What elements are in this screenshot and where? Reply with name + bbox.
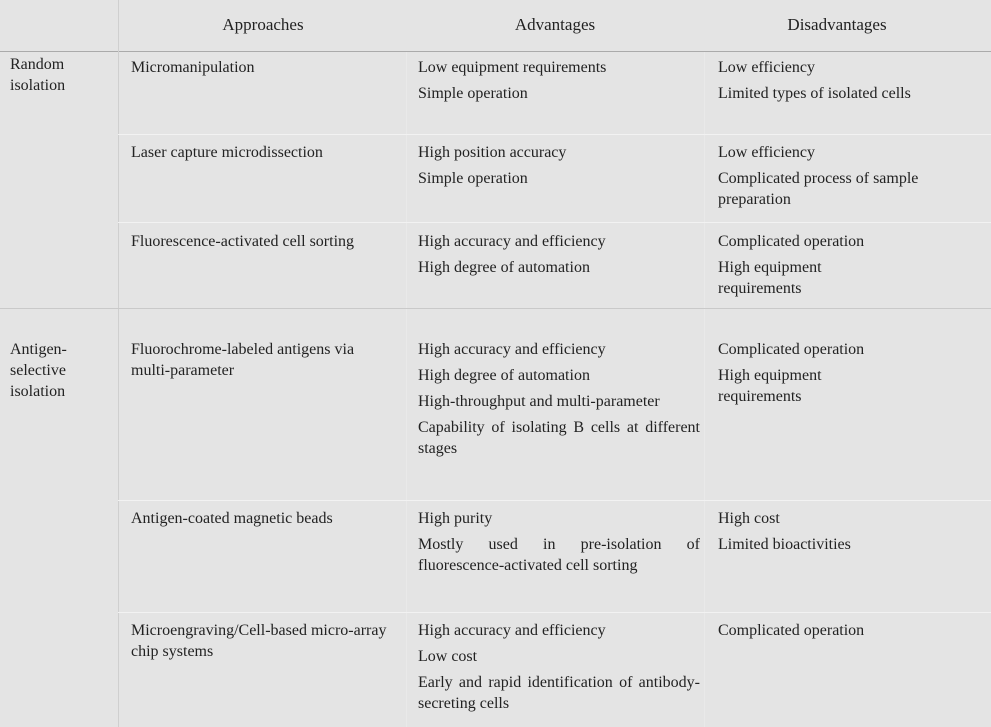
advantage-item: Simple operation xyxy=(418,85,528,102)
advantage-item: High position accuracy xyxy=(418,144,567,161)
disadvantage-item: Limited bioactivities xyxy=(718,536,851,553)
approach-cell: Fluorochrome-labeled antigens via multi-parameter xyxy=(131,341,355,379)
approach-cell: Laser capture microdissection xyxy=(131,144,323,161)
disadvantages-cell xyxy=(718,339,898,412)
approach-cell: Micromanipulation xyxy=(131,59,255,76)
disadvantage-item: Complicated process of sample preparation xyxy=(718,170,919,208)
row-divider xyxy=(118,134,991,135)
advantage-item: Capability of isolating B cells at different stages xyxy=(418,419,700,457)
advantage-item: High degree of automation xyxy=(418,367,590,384)
advantage-item: Mostly used in pre-isolation of fluorescence-activated cell sorting xyxy=(418,536,700,574)
advantage-item: Low cost xyxy=(418,648,478,665)
column-divider xyxy=(704,52,705,727)
group-label-antigen: Antigen-selective isolation xyxy=(10,341,67,400)
disadvantage-item: High cost xyxy=(718,510,780,527)
disadvantages-cell xyxy=(718,57,976,109)
disadvantage-item: High equipment requirements xyxy=(718,367,822,405)
row-divider xyxy=(118,500,991,501)
disadvantage-item: Complicated operation xyxy=(718,622,865,639)
advantages-cell xyxy=(418,508,700,581)
disadvantage-item: Low efficiency xyxy=(718,144,815,161)
advantage-item: High accuracy and efficiency xyxy=(418,233,606,250)
advantages-cell xyxy=(418,620,700,719)
disadvantages-cell xyxy=(718,142,923,215)
disadvantage-item: Complicated operation xyxy=(718,341,865,358)
column-divider xyxy=(406,52,407,727)
advantage-item: High accuracy and efficiency xyxy=(418,622,606,639)
approach-cell: Fluorescence-activated cell sorting xyxy=(131,233,355,250)
advantages-cell xyxy=(418,142,703,194)
row-divider xyxy=(118,222,991,223)
column-divider xyxy=(118,0,119,727)
advantage-item: Early and rapid identification of antibody-secreting cells xyxy=(418,674,700,712)
disadvantages-cell xyxy=(718,508,976,560)
advantage-item: High degree of automation xyxy=(418,259,590,276)
approach-cell: Microengraving/Cell-based micro-array chip systems xyxy=(131,622,387,660)
advantages-cell xyxy=(418,231,703,283)
group-label-random: Random isolation xyxy=(10,56,66,94)
advantages-cell xyxy=(418,339,700,464)
header-advantages: Advantages xyxy=(514,15,596,34)
disadvantages-cell xyxy=(718,620,976,646)
advantage-item: High purity xyxy=(418,510,493,527)
advantage-item: Low equipment requirements xyxy=(418,59,607,76)
disadvantage-item: Complicated operation xyxy=(718,233,865,250)
row-divider xyxy=(118,612,991,613)
disadvantages-cell xyxy=(718,231,898,304)
advantage-item: High accuracy and efficiency xyxy=(418,341,606,358)
advantage-item: Simple operation xyxy=(418,170,528,187)
group-divider xyxy=(0,308,991,309)
table-header xyxy=(0,0,991,52)
advantages-cell xyxy=(418,57,703,109)
header-disadvantages: Disadvantages xyxy=(787,15,887,34)
disadvantage-item: Limited types of isolated cells xyxy=(718,85,911,102)
advantage-item: High-throughput and multi-parameter xyxy=(418,393,660,410)
approach-cell: Antigen-coated magnetic beads xyxy=(131,510,333,527)
header-approaches: Approaches xyxy=(222,15,304,34)
disadvantage-item: High equipment requirements xyxy=(718,259,822,297)
disadvantage-item: Low efficiency xyxy=(718,59,815,76)
